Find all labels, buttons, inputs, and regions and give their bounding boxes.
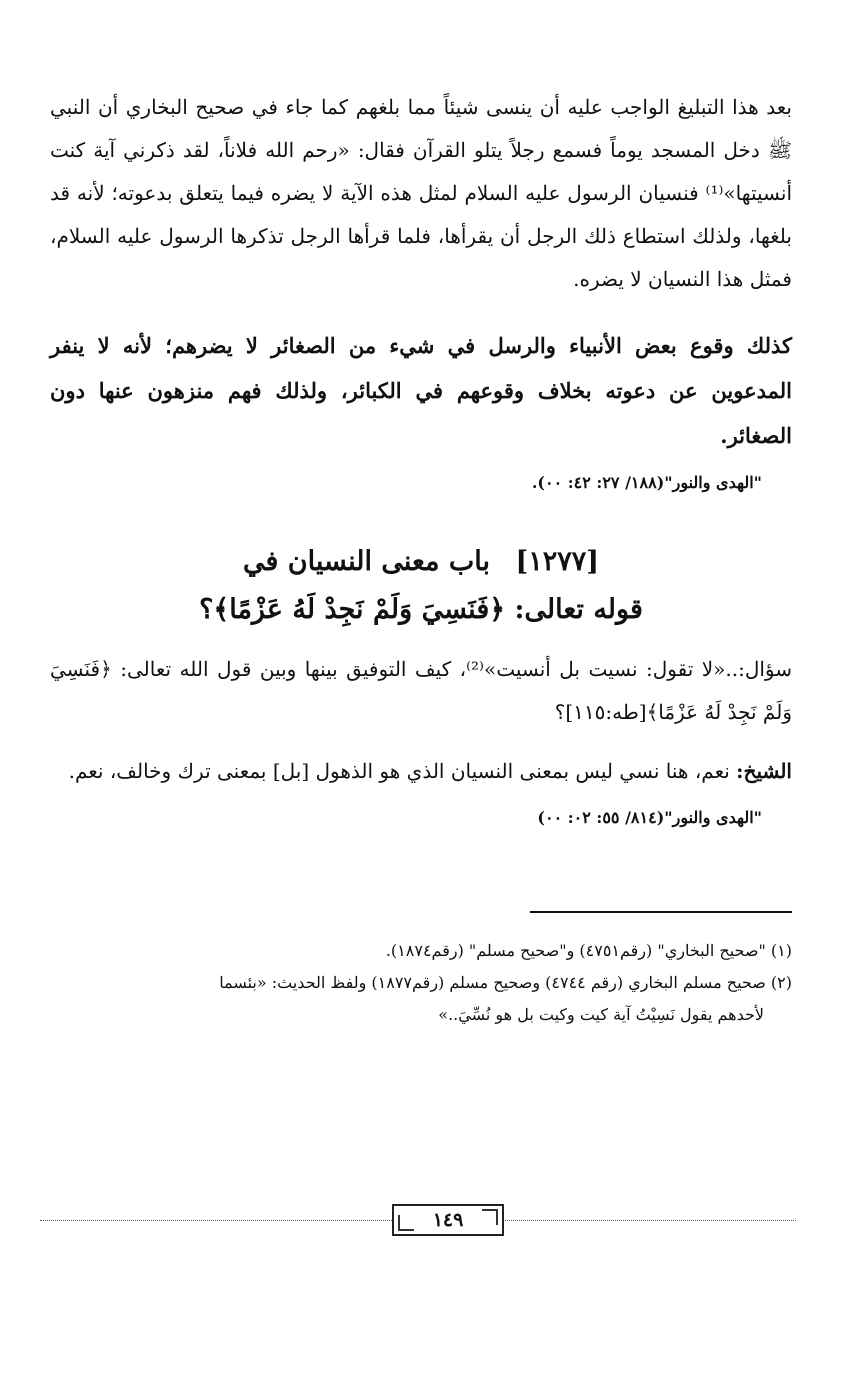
source-citation-1: "الهدى والنور"(١٨٨/ ٢٧: ٤٢: ٠٠). [531,473,762,492]
answer-label: الشيخ: [736,759,792,783]
footnote-divider [530,911,792,913]
question-label: سؤال: [738,657,792,681]
chapter-title-line-1: باب معنى النسيان في [242,546,491,577]
page-body [50,86,792,1031]
answer-paragraph [50,750,792,793]
footnote-2: (٢) صحيح مسلم البخاري (رقم ٤٧٤٤) وصحيح مسلم (رقم١٨٧٧) ولفظ الحديث: «بئسما [219,973,792,992]
page-number: ١٤٩ [432,1209,464,1231]
page-footer [40,1202,796,1242]
page-number-frame [392,1204,504,1236]
chapter-title-line-2: قوله تعالى: ﴿فَنَسِيَ وَلَمْ نَجِدْ لَهُ عَزْمًا﴾؟ [199,594,643,625]
footnotes [50,935,792,1031]
answer-text: نعم، هنا نسي ليس بمعنى النسيان الذي هو الذهول [بل] بمعنى ترك وخالف، نعم. [68,759,730,783]
question-text: ..«لا تقول: نسيت بل أنسيت»⁽²⁾، كيف التوفيق بينها وبين قول الله تعالى: ﴿فَنَسِيَ وَلَمْ نَجِدْ لَهُ عَزْمًا﴾[طه:١١٥]؟ [50,657,792,724]
footnote-2-continuation: لأحدهم يقول نَسِيْتُ آية كيت وكيت بل هو نُسِّيَ..» [438,1005,764,1024]
question-paragraph [50,648,792,734]
paragraph-1: بعد هذا التبليغ الواجب عليه أن ينسى شيئاً مما بلغهم كما جاء في صحيح البخاري أن النبي ﷺ دخل المسجد يوماً فسمع رجلاً يتلو القرآن فقال: «رحم الله فلاناً، لقد ذكرني آية كنت أنسيتها»⁽¹⁾ فنسيان الرسول عليه السلام لمثل هذه الآية لا يضره فيما يتعلق بدعوته؛ لأنه قد بلغها، ولذلك استطاع ذلك الرجل أن يقرأها، فلما قرأها الرجل تذكرها الرسول عليه السلام، فمثل هذا النسيان لا يضره. [50,95,792,291]
paragraph-2: كذلك وقوع بعض الأنبياء والرسل في شيء من الصغائر لا يضرهم؛ لأنه لا ينفر المدعوين عن دعوته بخلاف وقوعهم في الكبائر، ولذلك فهم منزهون عنها دون الصغائر. [50,333,792,448]
footnote-1: (١) "صحيح البخاري" (رقم٤٧٥١) و"صحيح مسلم" (رقم١٨٧٤). [385,941,792,960]
chapter-heading [50,538,792,634]
chapter-number: [١٢٧٧] [515,546,600,577]
source-citation-2: "الهدى والنور"(٨١٤/ ٥٥: ٠٢: ٠٠) [537,808,762,827]
